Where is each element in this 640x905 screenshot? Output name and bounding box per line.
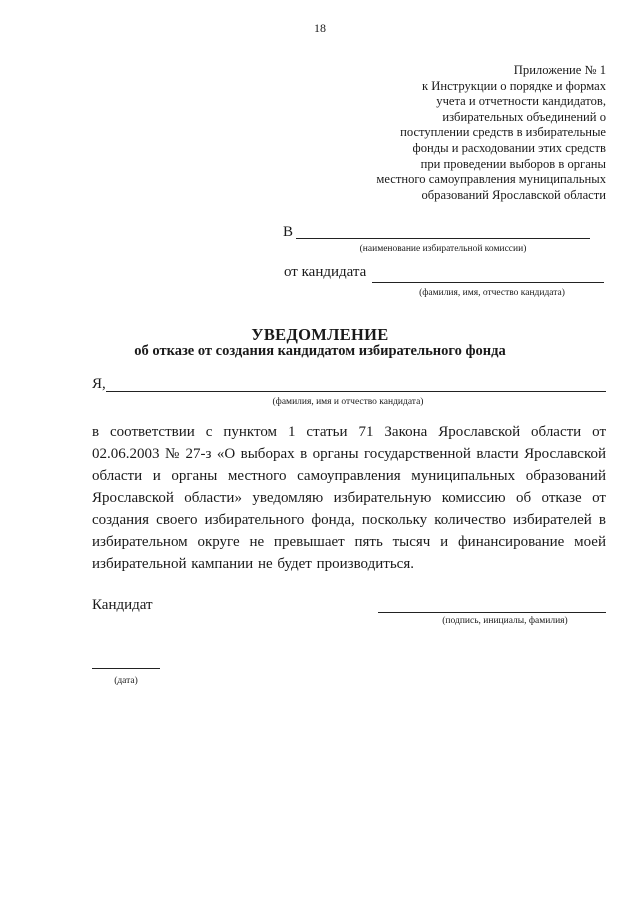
document-title: УВЕДОМЛЕНИЕ (251, 325, 389, 344)
addressee-fill-line (296, 238, 590, 239)
appendix-line: местного самоуправления муниципальных (376, 172, 606, 187)
appendix-line: избирательных объединений о (442, 109, 606, 124)
addressee-prefix: В (283, 224, 294, 240)
declarant-caption: (фамилия, имя и отчество кандидата) (272, 397, 424, 407)
document-subtitle: об отказе от создания кандидатом избирательного фонда (134, 343, 506, 359)
appendix-header (306, 63, 606, 203)
appendix-line: фонды и расходовании этих средств (412, 140, 606, 155)
addressee-caption: (наименование избирательной комиссии) (359, 244, 527, 254)
appendix-line: при проведении выборов в органы (420, 156, 606, 171)
sender-label: от кандидата (284, 264, 367, 280)
notice-body-text: в соответствии с пунктом 1 статьи 71 Закона Ярославской области от 02.06.2003 № 27-з «О выборах в органы государственной власти Ярославской области и органы местного самоуправления муниципальных образований Ярославской области» уведомляю избирательную комиссию об отказе от создания своего избирательного фонда, поскольку количество избирателей в избирательном округе не превышает пять тысяч и финансирование моей избирательной кампании не будет производиться. (92, 424, 606, 572)
appendix-line: учета и отчетности кандидатов, (436, 94, 606, 109)
appendix-line: Приложение № 1 (513, 63, 606, 77)
date-caption: (дата) (114, 676, 138, 686)
declarant-label: Я, (92, 376, 106, 392)
page-number: 18 (314, 21, 326, 35)
appendix-line: образований Ярославской области (421, 187, 606, 202)
date-fill-line (92, 668, 160, 669)
appendix-line: к Инструкции о порядке и формах (421, 78, 606, 93)
sender-caption: (фамилия, имя, отчество кандидата) (419, 288, 565, 298)
declarant-fill-line (106, 391, 606, 392)
signature-caption: (подпись, инициалы, фамилия) (442, 616, 568, 626)
candidate-label: Кандидат (92, 597, 153, 613)
appendix-line: поступлении средств в избирательные (400, 125, 606, 140)
signature-fill-line (378, 612, 606, 613)
sender-fill-line (372, 282, 604, 283)
